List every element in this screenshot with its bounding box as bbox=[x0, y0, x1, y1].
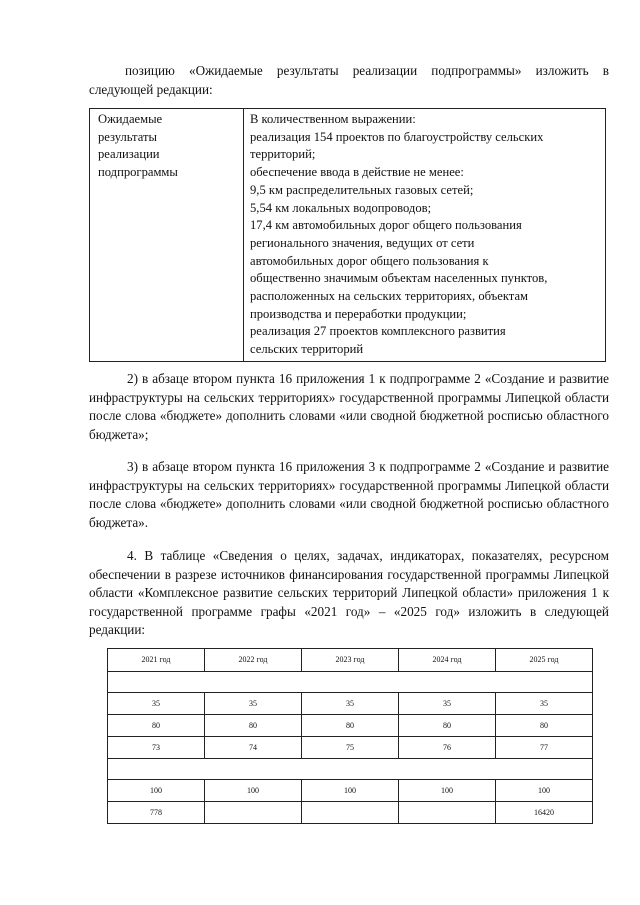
year-header-cell: 2024 год bbox=[399, 649, 496, 672]
table-cell bbox=[205, 802, 302, 824]
intro-paragraph bbox=[89, 62, 609, 99]
empty-merged-row bbox=[108, 672, 593, 693]
year-header-cell: 2025 год bbox=[496, 649, 593, 672]
value-line: В количественном выражении: bbox=[250, 112, 416, 126]
value-line: 9,5 км распределительных газовых сетей; bbox=[250, 182, 474, 197]
table-cell: 100 bbox=[205, 780, 302, 802]
table-cell: 35 bbox=[205, 693, 302, 715]
table-cell: 80 bbox=[108, 715, 205, 737]
table-cell: 35 bbox=[302, 693, 399, 715]
value-line: расположенных на сельских территориях, объектам bbox=[250, 289, 529, 304]
value-line: реализация 154 проектов по благоустройству сельских bbox=[250, 129, 544, 144]
value-line: реализация 27 проектов комплексного развития bbox=[250, 324, 506, 339]
value-line: общественно значимым объектам населенных пунктов, bbox=[250, 271, 548, 286]
year-header-cell: 2022 год bbox=[205, 649, 302, 672]
table-cell: 75 bbox=[302, 737, 399, 759]
table-cell: 35 bbox=[108, 693, 205, 715]
year-header-cell: 2021 год bbox=[108, 649, 205, 672]
value-line: автомобильных дорог общего пользования к bbox=[250, 253, 489, 268]
years-header-row bbox=[108, 649, 593, 672]
table-cell: 73 bbox=[108, 737, 205, 759]
expected-results-row bbox=[90, 109, 606, 362]
value-line: 5,54 км локальных водопроводов; bbox=[250, 200, 432, 215]
table-row bbox=[108, 715, 593, 737]
value-line: территорий; bbox=[250, 147, 316, 162]
table-cell: 76 bbox=[399, 737, 496, 759]
paragraph-4 bbox=[89, 547, 609, 640]
label-line: Ожидаемые bbox=[98, 112, 163, 126]
table-row bbox=[108, 780, 593, 802]
table-cell: 16420 bbox=[496, 802, 593, 824]
value-line: регионального значения, ведущих от сети bbox=[250, 235, 475, 250]
paragraph-2 bbox=[89, 370, 609, 444]
paragraph-3-number: 3) bbox=[127, 459, 138, 474]
value-line: производства и переработки продукции; bbox=[250, 306, 467, 321]
expected-results-label-cell bbox=[90, 109, 244, 362]
table-cell: 100 bbox=[399, 780, 496, 802]
table-cell: 80 bbox=[399, 715, 496, 737]
table-cell bbox=[302, 802, 399, 824]
table-cell: 80 bbox=[302, 715, 399, 737]
empty-merged-cell bbox=[108, 672, 593, 693]
table-cell: 778 bbox=[108, 802, 205, 824]
table-cell: 100 bbox=[108, 780, 205, 802]
paragraph-3-text: в абзаце втором пункта 16 приложения 3 к подпрограмме 2 «Создание и развитие инфраструктуры на сельских территориях» государственной программы Липецкой области после слова «бюджете» дополнить словами «или сводной бюджетной росписью областного бюджета». bbox=[89, 459, 610, 530]
paragraph-2-number: 2) bbox=[127, 371, 138, 386]
paragraph-2-text: в абзаце втором пункта 16 приложения 1 к подпрограмме 2 «Создание и развитие инфраструктуры на сельских территориях» государственной программы Липецкой области после слова «бюджете» дополнить словами «или сводной бюджетной росписью областного бюджета»; bbox=[89, 371, 610, 442]
value-line: обеспечение ввода в действие не менее: bbox=[250, 165, 464, 180]
table-row bbox=[108, 693, 593, 715]
table-cell: 35 bbox=[496, 693, 593, 715]
year-header-cell: 2023 год bbox=[302, 649, 399, 672]
label-line: подпрограммы bbox=[98, 165, 178, 180]
label-line: реализации bbox=[98, 147, 160, 162]
table-cell: 80 bbox=[496, 715, 593, 737]
value-line: 17,4 км автомобильных дорог общего пользования bbox=[250, 218, 522, 233]
empty-merged-cell bbox=[108, 759, 593, 780]
value-line: сельских территорий bbox=[250, 342, 364, 357]
empty-merged-row bbox=[108, 759, 593, 780]
expected-results-table bbox=[89, 108, 606, 362]
table-row bbox=[108, 802, 593, 824]
paragraph-3 bbox=[89, 458, 609, 532]
table-cell: 74 bbox=[205, 737, 302, 759]
table-cell: 80 bbox=[205, 715, 302, 737]
expected-results-value-cell bbox=[244, 109, 606, 362]
intro-text: «Ожидаемые результаты реализации подпрограммы» изложить в следующей редакции: bbox=[89, 63, 610, 97]
table-cell bbox=[399, 802, 496, 824]
label-line: результаты bbox=[98, 129, 157, 144]
table-cell: 100 bbox=[302, 780, 399, 802]
intro-first-word: позицию bbox=[125, 63, 175, 78]
paragraph-4-number: 4. bbox=[127, 548, 137, 563]
table-cell: 35 bbox=[399, 693, 496, 715]
years-table bbox=[107, 648, 593, 824]
paragraph-4-text: В таблице «Сведения о целях, задачах, индикаторах, показателях, ресурсном обеспечении в разрезе источников финансирования государственной программы Липецкой области «Комплексное развитие сельских территорий Липецкой области» приложения 1 к государственной программе графы «2021 год» – «2025 год» изложить в следующей редакции: bbox=[89, 548, 609, 638]
table-cell: 77 bbox=[496, 737, 593, 759]
table-cell: 100 bbox=[496, 780, 593, 802]
table-row bbox=[108, 737, 593, 759]
